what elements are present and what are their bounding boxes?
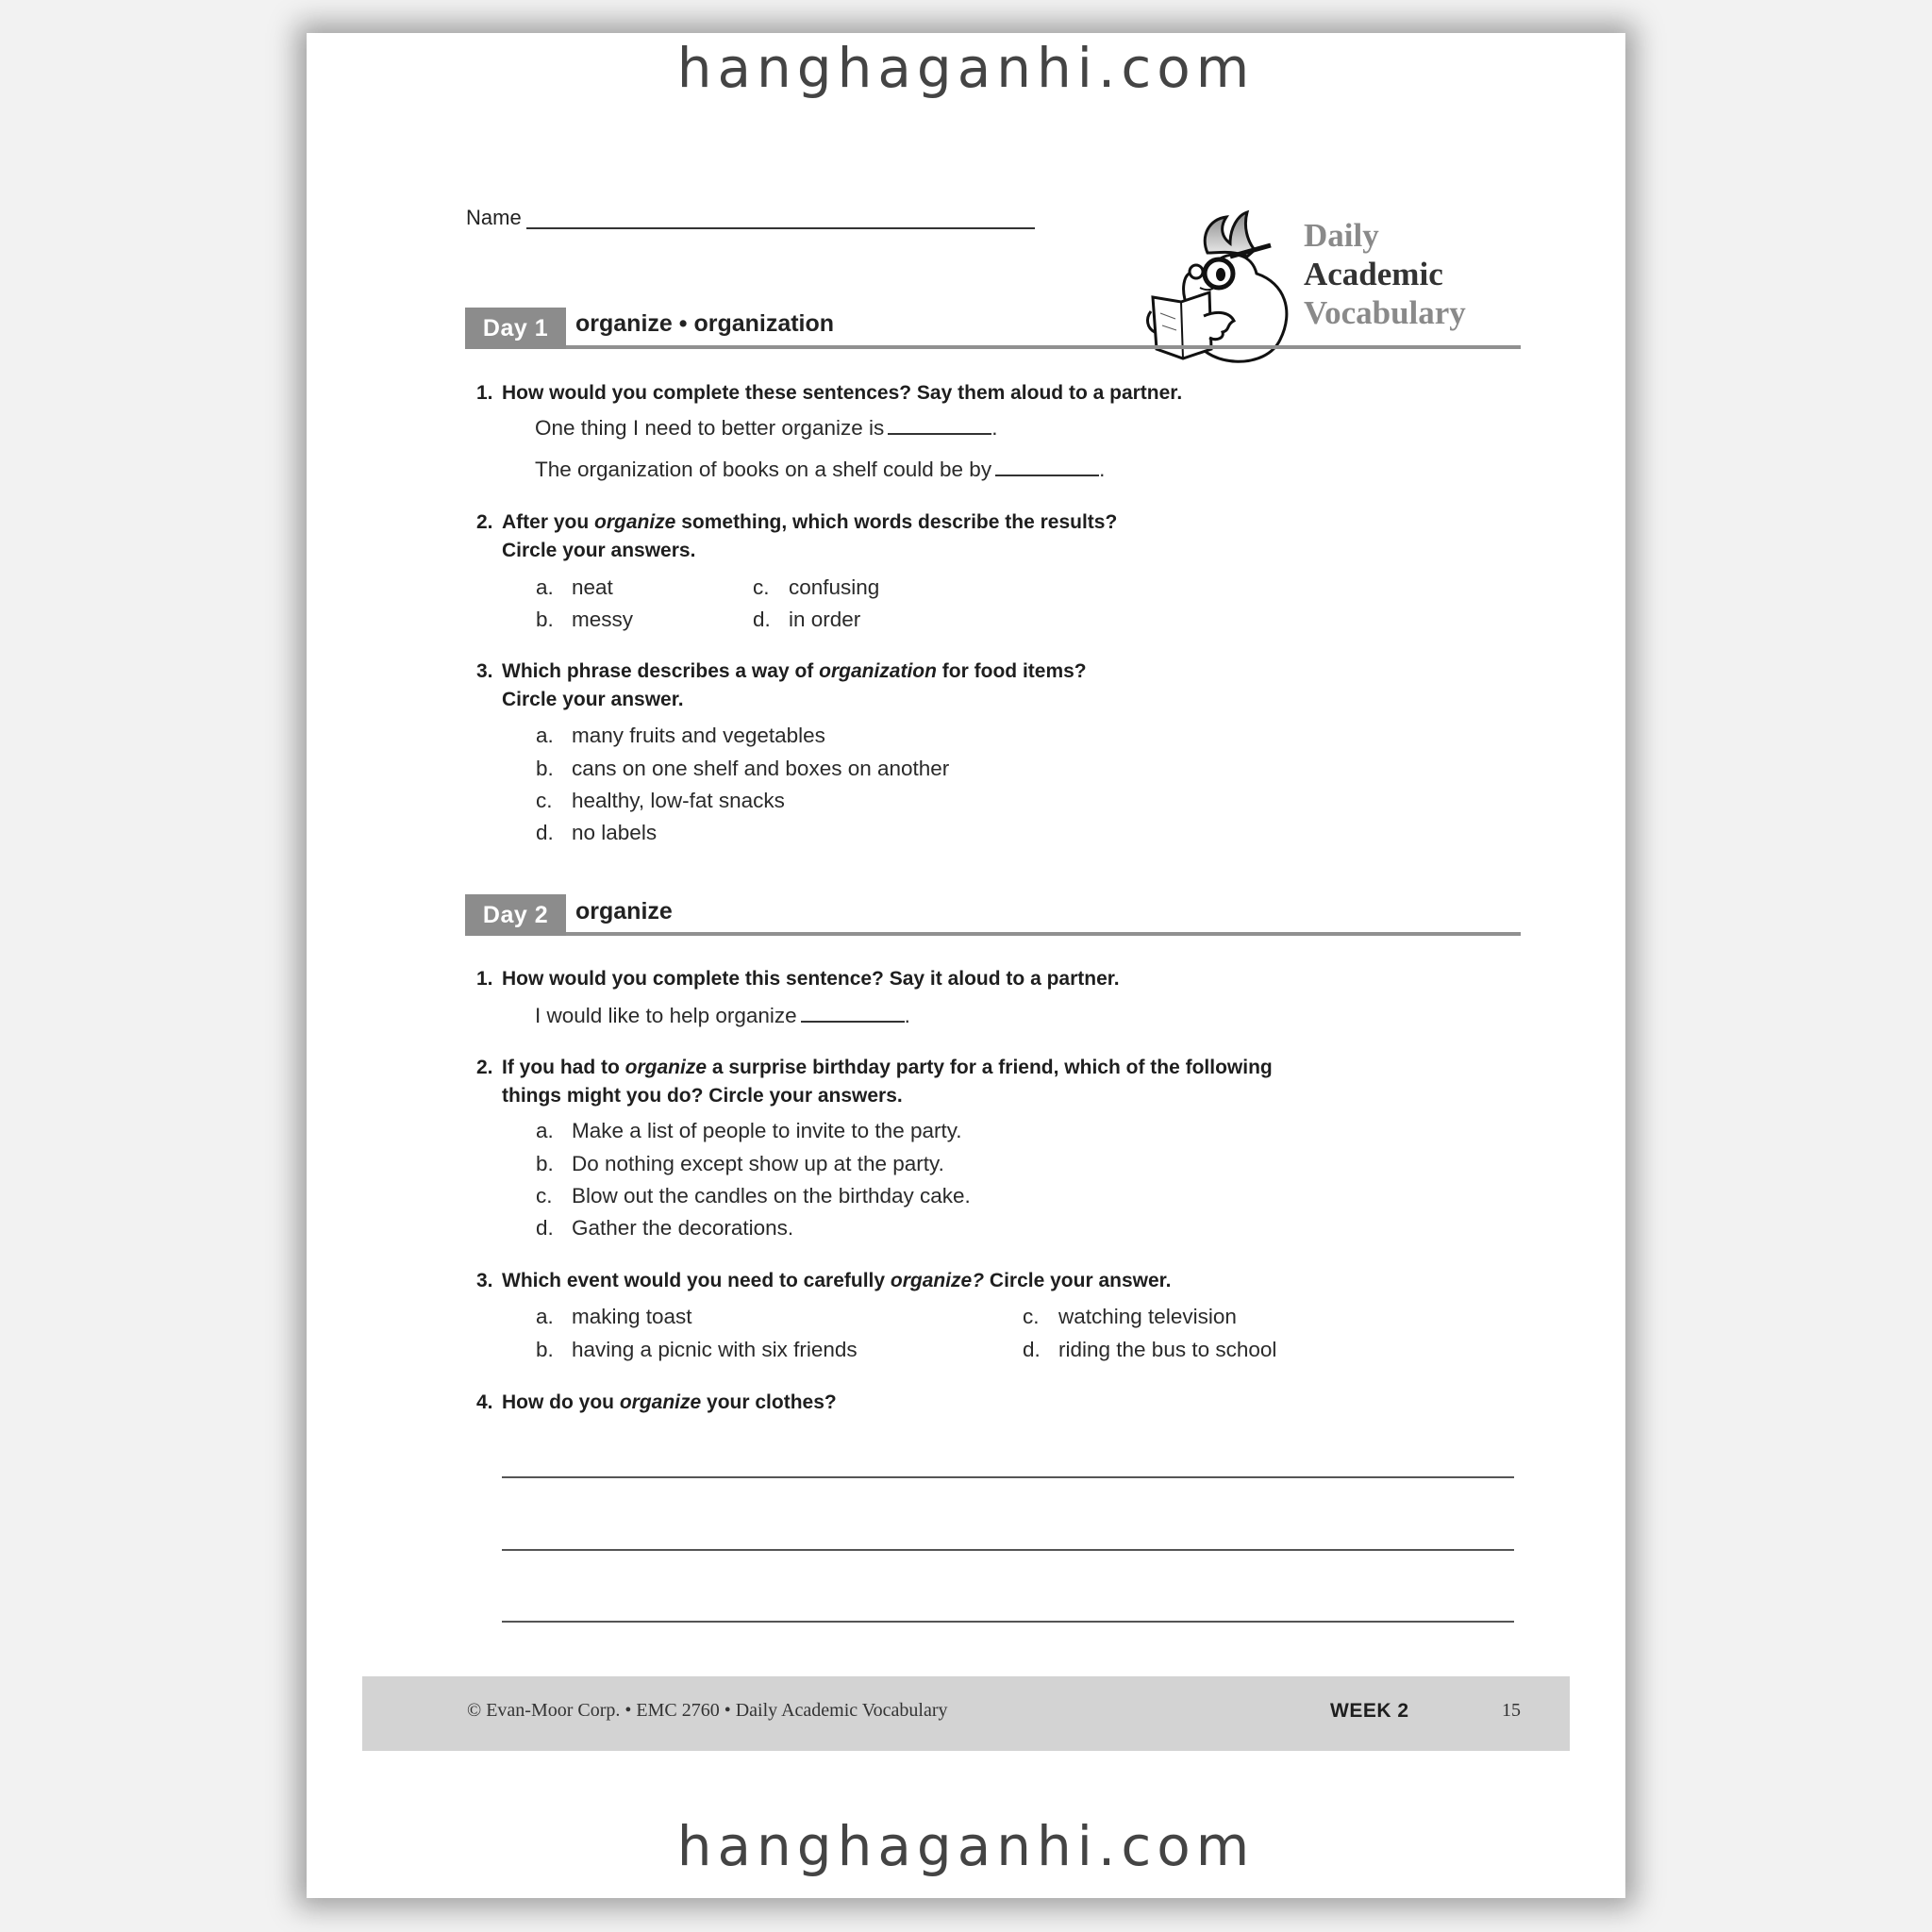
day2-q3-number: 3. xyxy=(476,1270,493,1291)
name-label: Name xyxy=(466,206,522,229)
day1-q1-sentence-2: The organization of books on a shelf could be by . xyxy=(535,458,1106,481)
day1-words: organize • organization xyxy=(575,310,835,337)
option-letter: d. xyxy=(536,1216,554,1240)
option-text[interactable]: healthy, low-fat snacks xyxy=(572,789,785,812)
fill-blank[interactable] xyxy=(801,1020,905,1023)
watermark-bottom: hanghaganhi.com xyxy=(676,1814,1256,1878)
option-letter: d. xyxy=(1023,1338,1041,1361)
option-text[interactable]: Gather the decorations. xyxy=(572,1216,794,1240)
day2-q1-number: 1. xyxy=(476,968,493,990)
answer-line-3[interactable] xyxy=(502,1621,1514,1623)
option-letter: a. xyxy=(536,1119,554,1142)
answer-line-1[interactable] xyxy=(502,1476,1514,1478)
watermark-top: hanghaganhi.com xyxy=(676,36,1256,100)
option-letter: d. xyxy=(753,608,771,631)
day2-q2-line2: things might you do? Circle your answers. xyxy=(502,1085,903,1107)
day1-label: Day 1 xyxy=(465,308,566,349)
fill-blank[interactable] xyxy=(995,474,1099,476)
day2-q1-sentence: I would like to help organize . xyxy=(535,1004,910,1027)
option-letter: c. xyxy=(536,1184,553,1208)
sentence-text: I would like to help organize xyxy=(535,1004,797,1027)
fill-blank[interactable] xyxy=(888,432,991,435)
day2-q2-number: 2. xyxy=(476,1057,493,1078)
option-text[interactable]: no labels xyxy=(572,821,658,844)
day1-q1-text: How would you complete these sentences? Say them aloud to a partner. xyxy=(502,382,1183,404)
day1-q1-number: 1. xyxy=(476,382,493,404)
logo-vocabulary: Vocabulary xyxy=(1304,294,1466,331)
footer-week: WEEK 2 xyxy=(1330,1700,1409,1722)
logo-academic: Academic xyxy=(1304,256,1443,292)
day1-rule xyxy=(566,345,1521,349)
day1-q1-sentence-1: One thing I need to better organize is . xyxy=(535,416,998,440)
option-letter: c. xyxy=(753,575,770,599)
day2-words: organize xyxy=(575,898,673,924)
option-letter: d. xyxy=(536,821,554,844)
sentence-text: The organization of books on a shelf could be by xyxy=(535,458,992,481)
day1-q2-number: 2. xyxy=(476,511,493,533)
option-messy[interactable]: messy xyxy=(572,608,634,631)
day2-q3-text: Which event would you need to carefully organize? Circle your answer. xyxy=(502,1270,1172,1291)
logo-daily: Daily xyxy=(1304,217,1379,254)
option-text[interactable]: riding the bus to school xyxy=(1058,1338,1277,1361)
option-in-order[interactable]: in order xyxy=(789,608,861,631)
day2-q2-text: If you had to organize a surprise birthday party for a friend, which of the following xyxy=(502,1057,1273,1078)
option-letter: a. xyxy=(536,724,554,747)
option-text[interactable]: Blow out the candles on the birthday cake. xyxy=(572,1184,971,1208)
option-letter: a. xyxy=(536,1305,554,1328)
option-letter: b. xyxy=(536,608,554,631)
day2-rule xyxy=(566,932,1521,936)
footer-credit: © Evan-Moor Corp. • EMC 2760 • Daily Academic Vocabulary xyxy=(467,1700,948,1721)
day2-q4-number: 4. xyxy=(476,1391,493,1413)
day1-q2-line2: Circle your answers. xyxy=(502,540,696,561)
name-input-line[interactable] xyxy=(526,227,1035,229)
day1-q3-number: 3. xyxy=(476,660,493,682)
sentence-text: One thing I need to better organize is xyxy=(535,416,885,440)
option-letter: b. xyxy=(536,757,554,780)
day2-q4-text: How do you organize your clothes? xyxy=(502,1391,837,1413)
option-text[interactable]: many fruits and vegetables xyxy=(572,724,825,747)
option-text[interactable]: making toast xyxy=(572,1305,692,1328)
option-letter: c. xyxy=(1023,1305,1040,1328)
page-number: 15 xyxy=(1502,1700,1521,1721)
option-letter: c. xyxy=(536,789,553,812)
day2-q1-text: How would you complete this sentence? Say it aloud to a partner. xyxy=(502,968,1120,990)
option-letter: b. xyxy=(536,1338,554,1361)
option-text[interactable]: having a picnic with six friends xyxy=(572,1338,858,1361)
option-letter: b. xyxy=(536,1152,554,1175)
option-text[interactable]: cans on one shelf and boxes on another xyxy=(572,757,950,780)
day1-q2-text: After you organize something, which words describe the results? xyxy=(502,511,1118,533)
day1-q3-text: Which phrase describes a way of organization for food items? xyxy=(502,660,1087,682)
option-text[interactable]: Make a list of people to invite to the party. xyxy=(572,1119,962,1142)
option-text[interactable]: Do nothing except show up at the party. xyxy=(572,1152,944,1175)
day2-label: Day 2 xyxy=(465,894,566,936)
answer-line-2[interactable] xyxy=(502,1549,1514,1551)
day1-q3-line2: Circle your answer. xyxy=(502,689,684,710)
option-neat[interactable]: neat xyxy=(572,575,613,599)
option-letter: a. xyxy=(536,575,554,599)
option-confusing[interactable]: confusing xyxy=(789,575,880,599)
option-text[interactable]: watching television xyxy=(1058,1305,1237,1328)
